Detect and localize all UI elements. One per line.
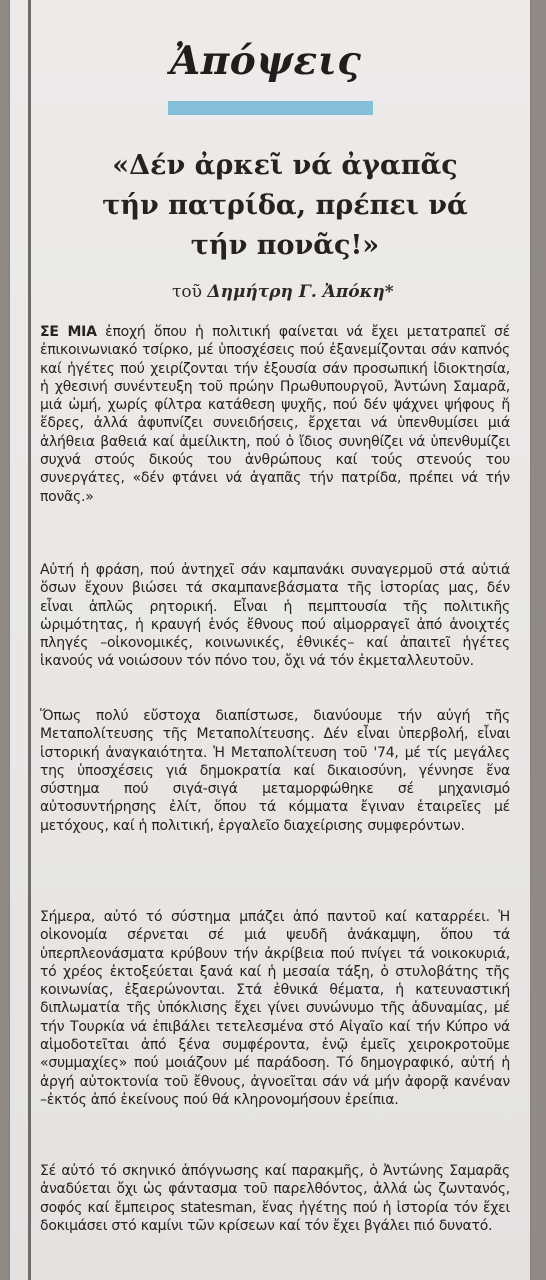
newspaper-page: [10, 0, 530, 1280]
paragraph-text: Σέ αὐτό τό σκηνικό ἀπόγνωσης καί παρακμῆς, ὁ Ἀντώνης Σαμαρᾶς ἀναδύεται ὄχι ὡς φάντασμα τοῦ παρελθόντος, ἀλλά ὡς ζωντανός, σοφός καί ἔμπειρος statesman, ἕνας ἡγέτης πού ἡ ἱστορία τόν ἔχει δοκιμάσει στό καμίνι τῶν κρίσεων καί τόν ἔχει βγάλει πιό δυνατό.: [40, 1163, 510, 1234]
byline-author: Δημήτρη Γ. Ἀπόκη*: [207, 282, 394, 302]
section-title: Ἀπόψεις: [170, 38, 362, 84]
column-divider: [28, 0, 31, 1280]
paragraph-5: [40, 1162, 510, 1235]
opinion-article: [40, 0, 516, 1280]
paragraph-text: Αὐτή ἡ φράση, πού ἀντηχεῖ σάν καμπανάκι συναγερμοῦ στά αὐτιά ὅσων ἔχουν βιώσει τά σκαμπανεβάσματα τῆς ἱστορίας μας, δέν εἶναι ἁπλῶς ρητορική. Εἶναι ἡ πεμπτουσία τῆς πολιτικῆς ὡριμότητας, ἡ κραυγή ἑνός ἔθνους πού αἱμορραγεῖ ἀπό ἀνοιχτές πληγές –οἰκονομικές, κοινωνικές, ἐθνικές– καί ἀπαιτεῖ ἡγέτες ἱκανούς νά νοιώσουν τόν πόνο του, ὄχι νά τόν ἐκμεταλλευτοῦν.: [40, 562, 510, 670]
paragraph-text: ἐποχή ὅπου ἡ πολιτική φαίνεται νά ἔχει μετατραπεῖ σέ ἐπικοινωνιακό τσίρκο, μέ ὑποσχέσεις πού ἐξανεμίζονται σάν καπνός καί ἡγέτες πού χειρίζονται τήν ἐξουσία σάν προσωπική ἰδιοκτησία, ἡ χθεσινή συνέντευξη τοῦ πρώην Πρωθυπουργοῦ, Ἀντώνη Σαμαρᾶ, μιά ὠμή, χωρίς φίλτρα κατάθεση ψυχῆς, πού δέν ψάχνει ψήφους ἤ ἕδρες, ἀλλά ἀφυπνίζει συνειδήσεις, ἔρχεται νά ὑπενθυμίσει μιά ἀλήθεια βαθειά καί ἀμείλικτη, πού ὁ ἴδιος συνηθίζει νά ὑπενθυμίζει συχνά στούς δικούς του ἀνθρώπους καί τούς στενούς του συνεργάτες, «δέν φτάνει νά ἀγαπᾶς τήν πατρίδα, πρέπει νά τήν πονᾶς.»: [40, 324, 510, 505]
paragraph-lead: ΣΕ ΜΙΑ: [40, 324, 97, 340]
section-title-underline: [168, 101, 373, 115]
paragraph-3: [40, 707, 510, 835]
article-headline: «Δέν ἀρκεῖ νά ἀγαπᾶς τήν πατρίδα, πρέπει νά τήν πονᾶς!»: [102, 150, 468, 261]
paragraph-2: [40, 561, 510, 671]
paragraph-1: [40, 323, 510, 506]
byline: [172, 284, 394, 301]
byline-prefix: τοῦ: [172, 282, 208, 302]
paragraph-text: Ὅπως πολύ εὔστοχα διαπίστωσε, διανύουμε τήν αὐγή τῆς Μεταπολίτευσης τῆς Μεταπολίτευσης. Δέν εἶναι ὑπερβολή, εἶναι ἱστορική ἀναγκαιότητα. Ἡ Μεταπολίτευση τοῦ '74, μέ τίς μεγάλες της ὑποσχέσεις γιά δημοκρατία καί δικαιοσύνη, γέννησε ἕνα σύστημα πού σιγά-σιγά μεταμορφώθηκε σέ μηχανισμό αὐτοσυντήρησης ἐλίτ, ὅπου τά κόμματα ἔγιναν ἑταιρεῖες μέ μετόχους, καί ἡ πολιτική, ἐργαλεῖο διαχείρισης συμφερόντων.: [40, 708, 510, 834]
paragraph-text: Σήμερα, αὐτό τό σύστημα μπάζει ἀπό παντοῦ καί καταρρέει. Ἡ οἰκονομία σέρνεται σέ μιά ψευδῆ ἀνάκαμψη, ὅπου τά ὑπερπλεονάσματα κρύβουν τήν ἀκρίβεια πού πνίγει τά νοικοκυριά, τό χρέος ἐκτοξεύεται ξανά καί ἡ μεσαία τάξη, ὁ στυλοβάτης τῆς κοινωνίας, ἐξαερώνονται. Στά ἐθνικά θέματα, ἡ κατευναστική διπλωματία τῆς ὑπόκλισης ἔχει γίνει συνώνυμο τῆς ἀδυναμίας, μέ τήν Τουρκία νά ἐπιβάλει τετελεσμένα στό Αἰγαῖο καί τήν Κύπρο νά αἱμοδοτεῖται ἀπό ξένα συμφέροντα, ἐνῷ ἐμεῖς χειροκροτοῦμε «συμμαχίες» πού μοιάζουν μέ παράδοση. Τό δημογραφικό, αὐτή ἡ ἀργή αὐτοκτονία τοῦ ἔθνους, ἀγνοεῖται σάν νά μήν ἀφορᾷ κανέναν –ἐκτός ἀπό ἐκείνους πού θά κληρονομήσουν ἐρείπια.: [40, 909, 510, 1108]
paragraph-4: [40, 908, 510, 1109]
